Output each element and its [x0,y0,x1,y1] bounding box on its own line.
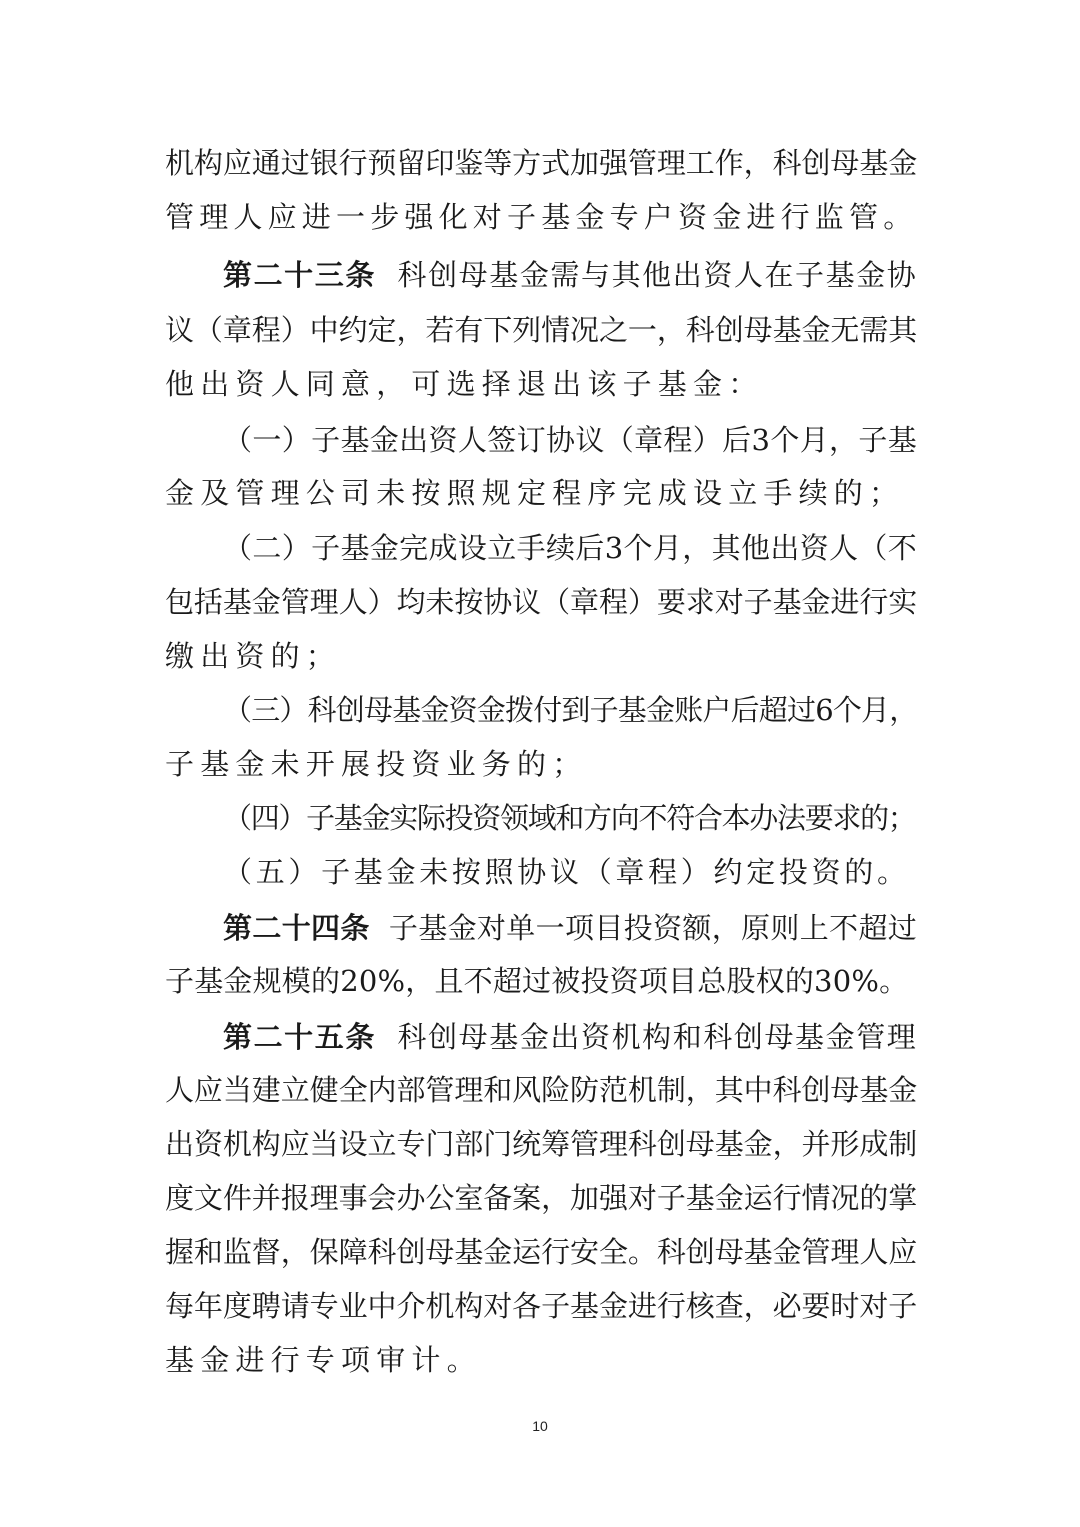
paragraph-line: 包括基金管理人）均未按协议（章程）要求对子基金进行实 [165,585,917,619]
paragraph-line: 基金进行专项审计。 [165,1343,482,1377]
article-25-heading: 第二十五条 [223,1020,376,1054]
paragraph-line: 议（章程）中约定，若有下列情况之一，科创母基金无需其 [165,313,917,347]
paragraph-line: 握和监督，保障科创母基金运行安全。科创母基金管理人应 [165,1235,917,1269]
paragraph-line: 度文件并报理事会办公室备案，加强对子基金运行情况的掌 [165,1181,917,1215]
article-23-heading: 第二十三条 [223,258,376,292]
page-number: 10 [532,1418,548,1434]
paragraph-line: 每年度聘请专业中介机构对各子基金进行核查，必要时对子 [165,1289,917,1323]
list-item-3-line: （三）科创母基金资金拨付到子基金账户后超过6个月， [223,693,918,727]
article-24-heading: 第二十四条 [223,911,370,945]
paragraph-line: 出资机构应当设立专门部门统筹管理科创母基金，并形成制 [165,1127,917,1161]
paragraph-line: 他出资人同意，可选择退出该子基金： [165,367,764,401]
article-23-line [165,249,917,301]
paragraph-line: 子基金未开展投资业务的； [165,747,588,781]
list-item-5-line: （五）子基金未按照协议（章程）约定投资的。 [223,855,910,889]
paragraph-line: 机构应通过银行预留印鉴等方式加强管理工作，科创母基金 [165,146,917,180]
paragraph-line: 子基金规模的20%，且不超过被投资项目总股权的30%。 [165,964,909,998]
paragraph-line: 管理人应进一步强化对子基金专户资金进行监管。 [165,200,918,234]
article-24-line [165,902,917,954]
list-item-4-line: （四）子基金实际投资领域和方向不符合本办法要求的； [223,801,916,835]
list-item-1-line: （一）子基金出资人签订协议（章程）后3个月，子基 [223,423,917,457]
article-24-text: 子基金对单一项目投资额，原则上不超过 [388,911,917,945]
article-23-text: 科创母基金需与其他出资人在子基金协 [397,258,917,292]
list-item-2-line: （二）子基金完成设立手续后3个月，其他出资人（不 [223,531,917,565]
paragraph-line: 缴出资的； [165,639,342,673]
paragraph-line: 金及管理公司未按照规定程序完成设立手续的； [165,476,905,510]
paragraph-line: 人应当建立健全内部管理和风险防范机制，其中科创母基金 [165,1073,917,1107]
article-25-text: 科创母基金出资机构和科创母基金管理 [397,1020,917,1054]
article-25-line [165,1011,917,1063]
